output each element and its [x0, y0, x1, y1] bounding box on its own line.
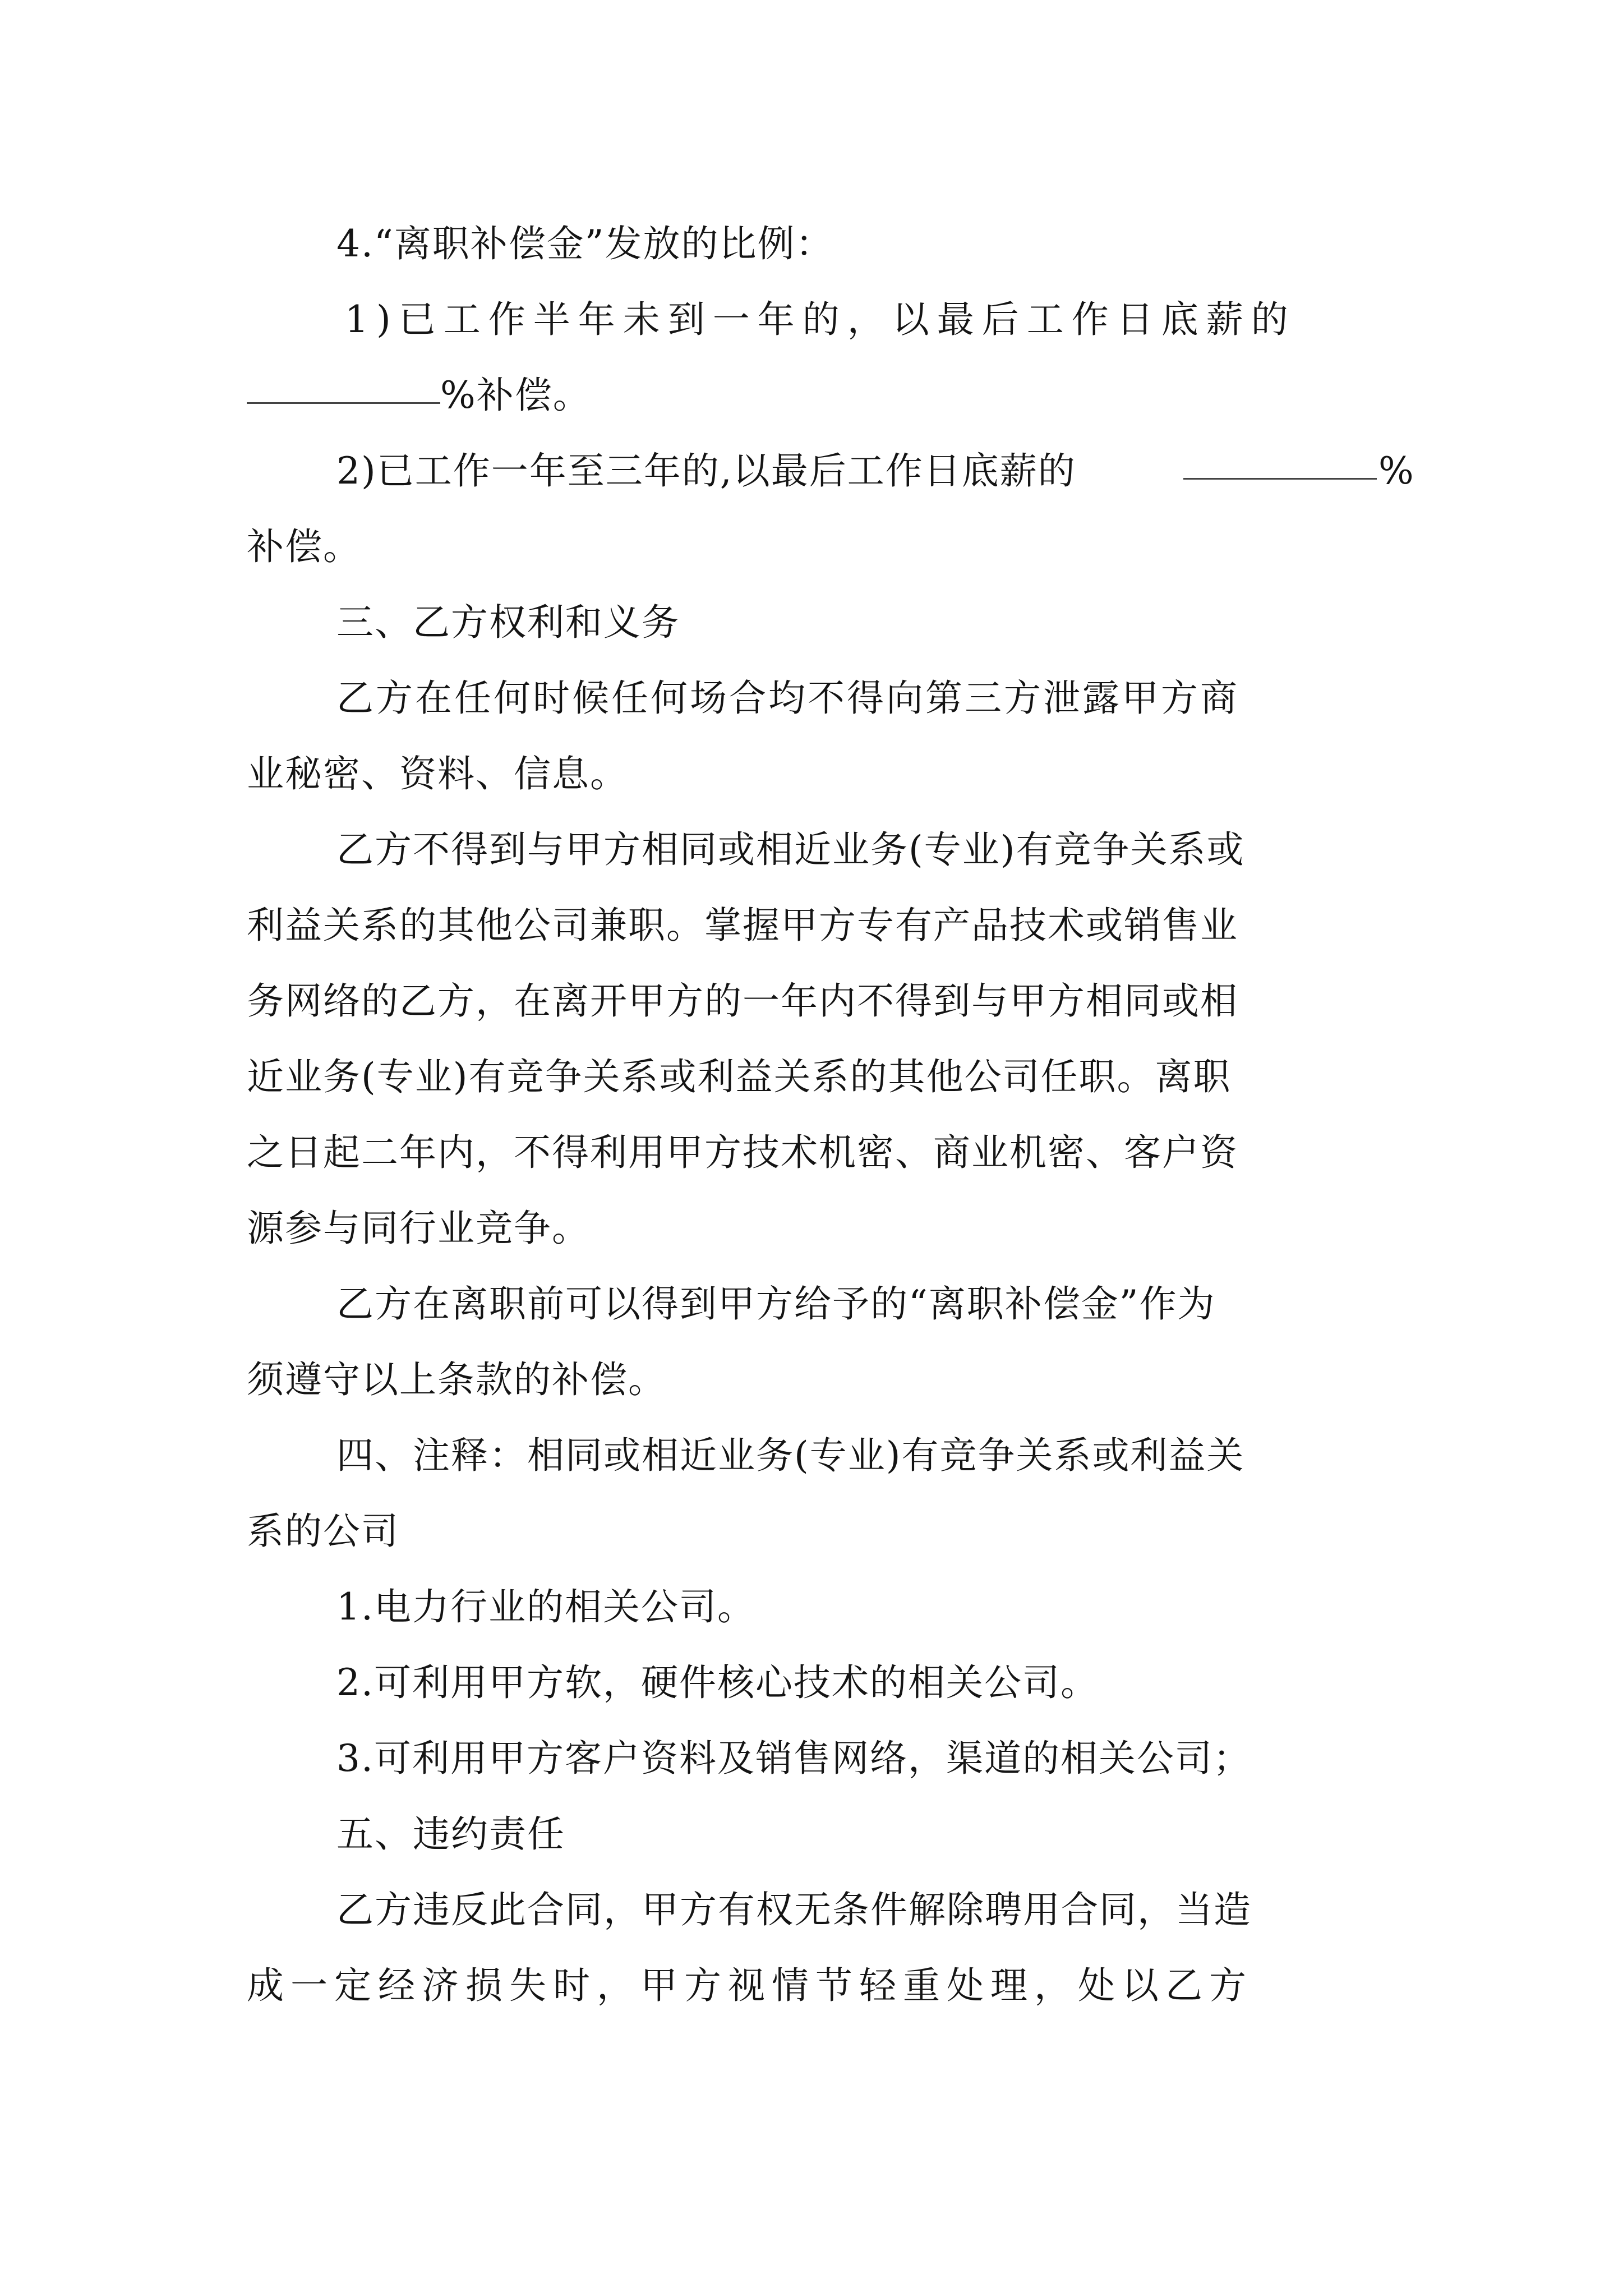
text-line — [0, 1509, 1623, 1554]
section-heading: 四、注释：相同或相近业务(专业)有竞争关系或利益关 — [336, 1434, 1245, 1477]
paragraph-line: 源参与同行业竞争。 — [247, 1207, 590, 1250]
fill-in-blank[interactable] — [247, 373, 440, 404]
fill-in-blank[interactable] — [1183, 449, 1377, 480]
text-line — [0, 752, 1623, 797]
section-heading-continuation: 系的公司 — [247, 1510, 399, 1553]
text-line — [0, 979, 1623, 1024]
clause-heading: 4.“离职补偿金”发放的比例： — [336, 222, 834, 265]
paragraph-line: 之日起二年内，不得利用甲方技术机密、商业机密、客户资 — [247, 1131, 1238, 1174]
list-item: 2.可利用甲方软，硬件核心技术的相关公司。 — [336, 1661, 1099, 1704]
paragraph-line: 业秘密、资料、信息。 — [247, 752, 628, 795]
text-line — [0, 1206, 1623, 1251]
paragraph-line: 务网络的乙方，在离开甲方的一年内不得到与甲方相同或相 — [247, 979, 1238, 1023]
text-line — [0, 1888, 1623, 1932]
percent-sign: % — [1378, 449, 1415, 493]
paragraph-line: 近业务(专业)有竞争关系或利益关系的其他公司任职。离职 — [247, 1055, 1232, 1098]
text-line — [0, 676, 1623, 721]
paragraph-line: 须遵守以上条款的补偿。 — [247, 1358, 666, 1401]
text-line — [0, 222, 1623, 266]
clause-item-continuation: %补偿。 — [440, 374, 591, 417]
text-line — [0, 1130, 1623, 1175]
section-heading: 五、违约责任 — [336, 1812, 565, 1856]
text-line — [0, 1812, 1623, 1857]
text-line — [0, 827, 1623, 872]
text-line — [0, 1736, 1623, 1781]
paragraph-line: 乙方不得到与甲方相同或相近业务(专业)有竞争关系或 — [336, 828, 1245, 871]
paragraph-line: 成一定经济损失时，甲方视情节轻重处理，处以乙方 — [247, 1964, 1253, 2007]
list-item: 3.可利用甲方客户资料及销售网络，渠道的相关公司； — [336, 1737, 1251, 1780]
text-line — [0, 1055, 1623, 1099]
text-line — [0, 1282, 1623, 1327]
text-line — [0, 600, 1623, 645]
text-line — [0, 1358, 1623, 1402]
paragraph-line: 乙方在离职前可以得到甲方给予的“离职补偿金”作为 — [336, 1282, 1216, 1326]
clause-item-continuation: 补偿。 — [247, 525, 361, 568]
text-line — [0, 1963, 1623, 2008]
section-heading: 三、乙方权利和义务 — [336, 601, 680, 644]
paragraph-line: 乙方违反此合同，甲方有权无条件解除聘用合同，当造 — [336, 1888, 1252, 1931]
list-item: 1.电力行业的相关公司。 — [336, 1585, 755, 1628]
text-line — [0, 373, 1623, 418]
text-line — [0, 1433, 1623, 1478]
text-line — [0, 903, 1623, 948]
text-line — [0, 449, 1623, 494]
clause-item: 1)已工作半年未到一年的，以最后工作日底薪的 — [345, 298, 1296, 341]
paragraph-line: 乙方在任何时候任何场合均不得向第三方泄露甲方商 — [336, 677, 1239, 720]
clause-item: 2)已工作一年至三年的,以最后工作日底薪的 — [336, 449, 1076, 493]
text-line — [0, 1660, 1623, 1705]
text-line — [0, 524, 1623, 569]
text-line — [0, 1585, 1623, 1630]
text-line — [0, 297, 1623, 342]
paragraph-line: 利益关系的其他公司兼职。掌握甲方专有产品技术或销售业 — [247, 904, 1238, 947]
